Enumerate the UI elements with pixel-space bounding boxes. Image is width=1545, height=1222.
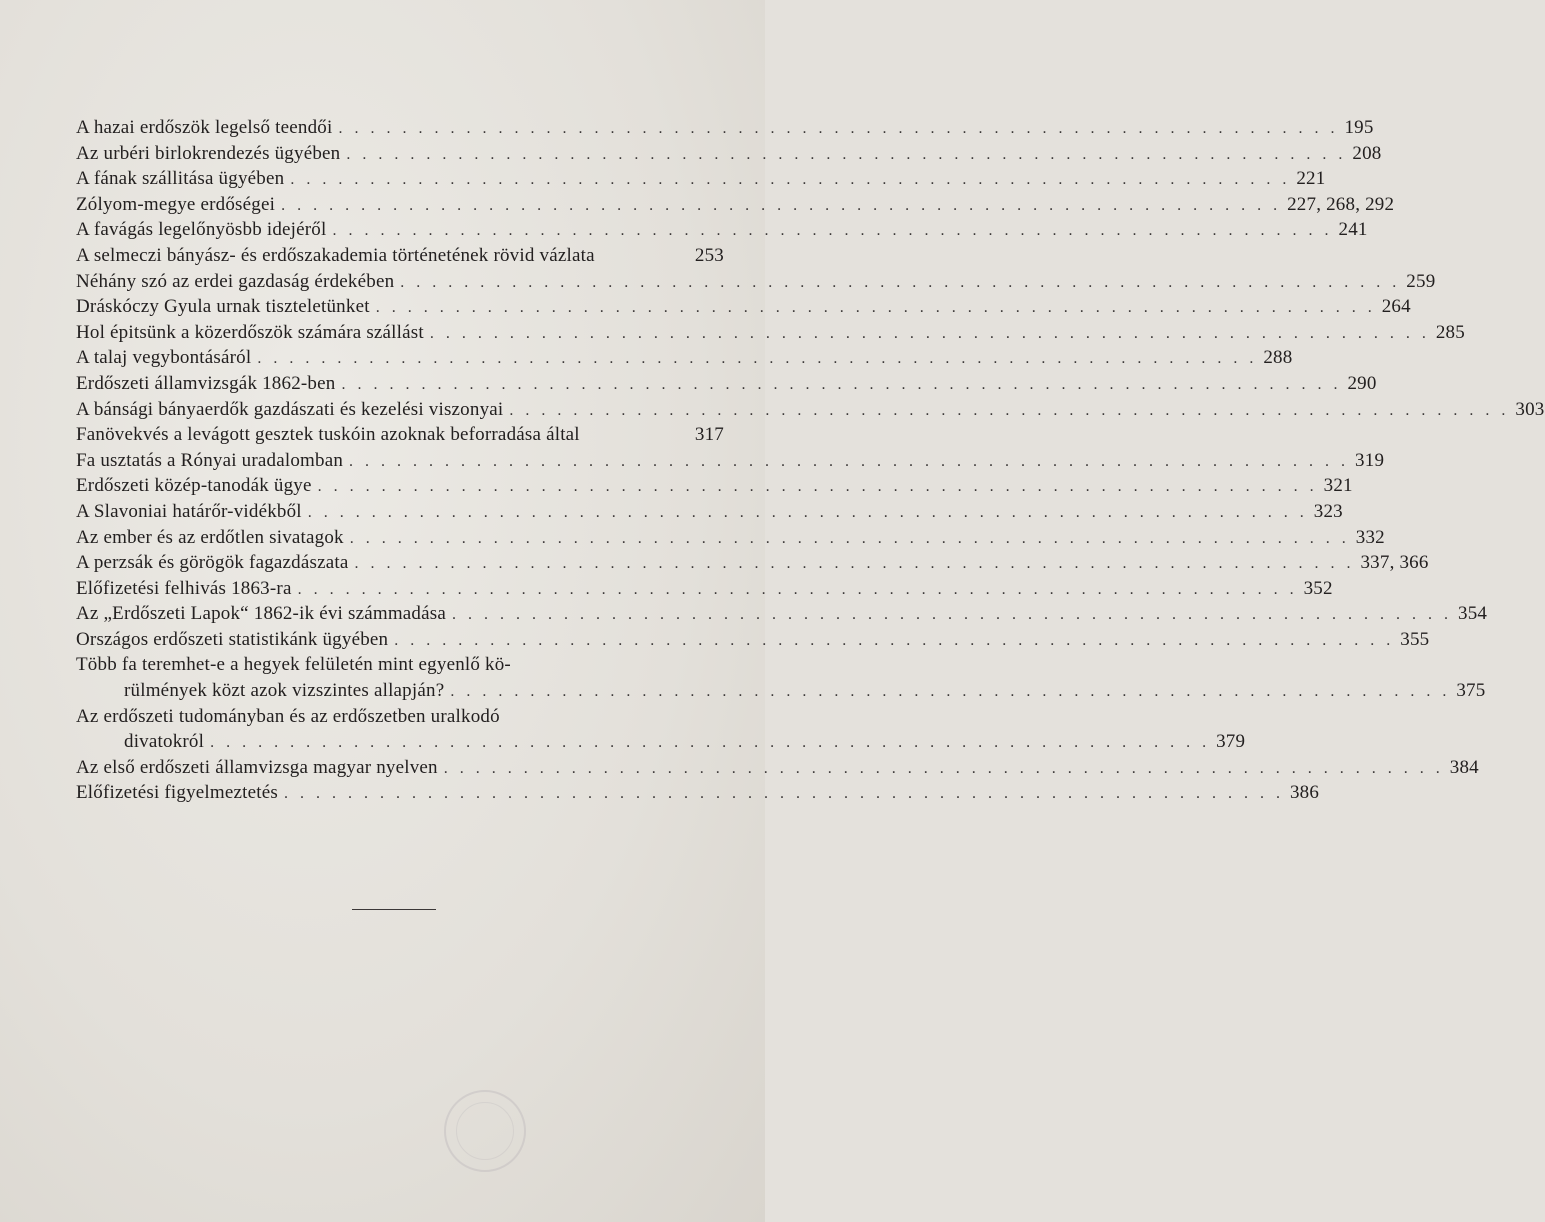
dot-leader xyxy=(318,478,1318,496)
toc-entry-page-number: 288 xyxy=(1263,347,1293,369)
toc-entry xyxy=(76,142,1382,169)
toc-entry-title: Az urbéri birlokrendezés ügyében xyxy=(76,142,341,164)
toc-entry-title: Az első erdőszeti államvizsga magyar nyelven xyxy=(76,756,438,778)
toc-entry-title: Zólyom-megye erdőségei xyxy=(76,193,276,215)
toc-entry-page-number: 352 xyxy=(1303,577,1333,599)
toc-entry xyxy=(76,782,1320,808)
toc-entry xyxy=(76,398,1545,425)
toc-entry-title: Az erdőszeti tudományban és az erdőszetben uralkodó xyxy=(76,705,500,727)
dot-leader xyxy=(338,120,1338,138)
toc-entry-title: divatokról xyxy=(124,731,205,753)
dot-leader xyxy=(452,606,1452,624)
dot-leader xyxy=(350,530,1350,548)
dot-leader xyxy=(290,171,1290,189)
toc-entry xyxy=(76,296,1411,322)
toc-entry-page-number: 321 xyxy=(1323,475,1353,497)
dot-leader xyxy=(281,197,1281,215)
toc-entry xyxy=(76,552,1429,578)
dot-leader xyxy=(257,350,1257,368)
toc-entry xyxy=(76,449,1385,476)
toc-entry-title: Előfizetési felhivás 1863-ra xyxy=(76,577,292,599)
dot-leader xyxy=(450,683,1450,701)
toc-entry-title: A favágás legelőnyösbb idejéről xyxy=(76,219,327,241)
toc-entry-page-number: 285 xyxy=(1435,321,1465,343)
toc-entry-title: Hol épitsünk a közerdőszök számára szállást xyxy=(76,321,424,343)
toc-entry xyxy=(76,168,1326,194)
toc-entry-title: A selmeczi bányász- és erdőszakademia történetének rövid vázlata xyxy=(76,244,595,266)
toc-entry-title: Az „Erdőszeti Lapok“ 1862-ik évi számmadása xyxy=(76,603,446,625)
toc-entry xyxy=(76,526,1385,553)
toc-entry-title: A hazai erdőszök legelső teendői xyxy=(76,117,333,138)
toc-entry xyxy=(76,577,1333,604)
toc-entry xyxy=(76,475,1353,501)
dot-leader xyxy=(400,274,1400,292)
dot-leader xyxy=(284,785,1284,803)
toc-entry-page-number: 195 xyxy=(1344,117,1374,138)
toc-entry-title: A Slavoniai határőr-vidékből xyxy=(76,500,302,522)
toc-entry-title: rülmények közt azok vizszintes allapján? xyxy=(124,680,445,702)
toc-entry xyxy=(76,117,1374,143)
toc-entry xyxy=(76,680,1486,706)
toc-entry xyxy=(76,603,1488,629)
toc-entry xyxy=(76,270,1436,297)
toc-entry xyxy=(76,654,724,680)
toc-entry-page-number: 337, 366 xyxy=(1360,552,1429,574)
toc-entry xyxy=(76,372,1377,399)
table-of-contents xyxy=(76,117,1545,808)
dot-leader xyxy=(354,555,1354,573)
toc-entry-page-number: 221 xyxy=(1296,168,1326,190)
dot-leader xyxy=(210,734,1210,752)
dot-leader xyxy=(333,222,1333,240)
toc-entry-title: Dráskóczy Gyula urnak tiszteletünket xyxy=(76,296,370,318)
toc-entry-page-number: 354 xyxy=(1458,603,1488,625)
toc-entry xyxy=(76,628,1430,655)
toc-entry-page-number: 317 xyxy=(694,424,724,446)
toc-entry-title: Előfizetési figyelmeztetés xyxy=(76,782,278,804)
toc-entry-title: Fa usztatás a Rónyai uradalomban xyxy=(76,449,344,471)
dot-leader xyxy=(376,299,1376,317)
toc-entry-title: Több fa teremhet-e a hegyek felületén mint egyenlő kö- xyxy=(76,654,511,676)
dot-leader xyxy=(341,376,1341,394)
dot-leader xyxy=(430,325,1430,343)
toc-entry-page-number: 208 xyxy=(1352,142,1382,164)
toc-entry-page-number: 303 xyxy=(1515,398,1545,420)
closing-rule xyxy=(352,909,436,910)
toc-entry-title: A bánsági bányaerdők gazdászati és kezelési viszonyai xyxy=(76,398,504,420)
toc-entry-page-number: 355 xyxy=(1400,628,1430,650)
toc-entry-page-number: 386 xyxy=(1289,782,1320,804)
toc-entry xyxy=(76,756,1479,783)
toc-entry-title: Néhány szó az erdei gazdaság érdekében xyxy=(76,270,395,292)
toc-entry-title: Erdőszeti államvizsgák 1862-ben xyxy=(76,372,336,394)
toc-entry-page-number: 375 xyxy=(1456,680,1486,702)
dot-leader xyxy=(394,632,1394,650)
dot-leader xyxy=(346,146,1346,164)
toc-entry xyxy=(76,347,1293,373)
toc-entry-page-number: 290 xyxy=(1347,372,1377,394)
toc-entry xyxy=(76,219,1368,245)
toc-entry-title: A talaj vegybontásáról xyxy=(76,347,252,369)
toc-entry-page-number: 379 xyxy=(1216,731,1246,753)
toc-entry-page-number: 332 xyxy=(1355,526,1385,548)
dot-leader xyxy=(349,453,1349,471)
toc-entry-title: A perzsák és görögök fagazdászata xyxy=(76,552,349,574)
toc-entry-title: Erdőszeti közép-tanodák ügye xyxy=(76,475,312,497)
dot-leader xyxy=(509,402,1509,420)
toc-entry-page-number: 253 xyxy=(694,244,724,266)
toc-entry-page-number: 241 xyxy=(1338,219,1368,241)
toc-entry-page-number: 259 xyxy=(1406,270,1436,292)
dot-leader xyxy=(308,504,1308,522)
toc-entry-title: Az ember és az erdőtlen sivatagok xyxy=(76,526,344,548)
toc-entry-page-number: 319 xyxy=(1355,449,1385,471)
toc-entry xyxy=(76,193,1395,220)
dot-leader xyxy=(444,760,1444,778)
toc-entry xyxy=(76,245,724,271)
toc-entry-title: A fának szállitása ügyében xyxy=(76,168,285,190)
toc-entry xyxy=(76,424,724,450)
toc-entry xyxy=(76,706,724,732)
toc-entry-page-number: 323 xyxy=(1313,500,1343,522)
toc-entry-page-number: 384 xyxy=(1449,756,1479,778)
faded-library-stamp xyxy=(444,1090,526,1172)
dot-leader xyxy=(298,581,1298,599)
toc-entry-page-number: 264 xyxy=(1381,296,1411,318)
toc-entry-page-number: 227, 268, 292 xyxy=(1287,193,1395,215)
toc-entry-title: Fanövekvés a levágott gesztek tuskóin azoknak beforradása által xyxy=(76,424,580,446)
toc-entry xyxy=(76,731,1246,757)
toc-entry xyxy=(76,500,1343,527)
toc-entry xyxy=(76,321,1465,348)
toc-entry-title: Országos erdőszeti statistikánk ügyében xyxy=(76,628,389,650)
